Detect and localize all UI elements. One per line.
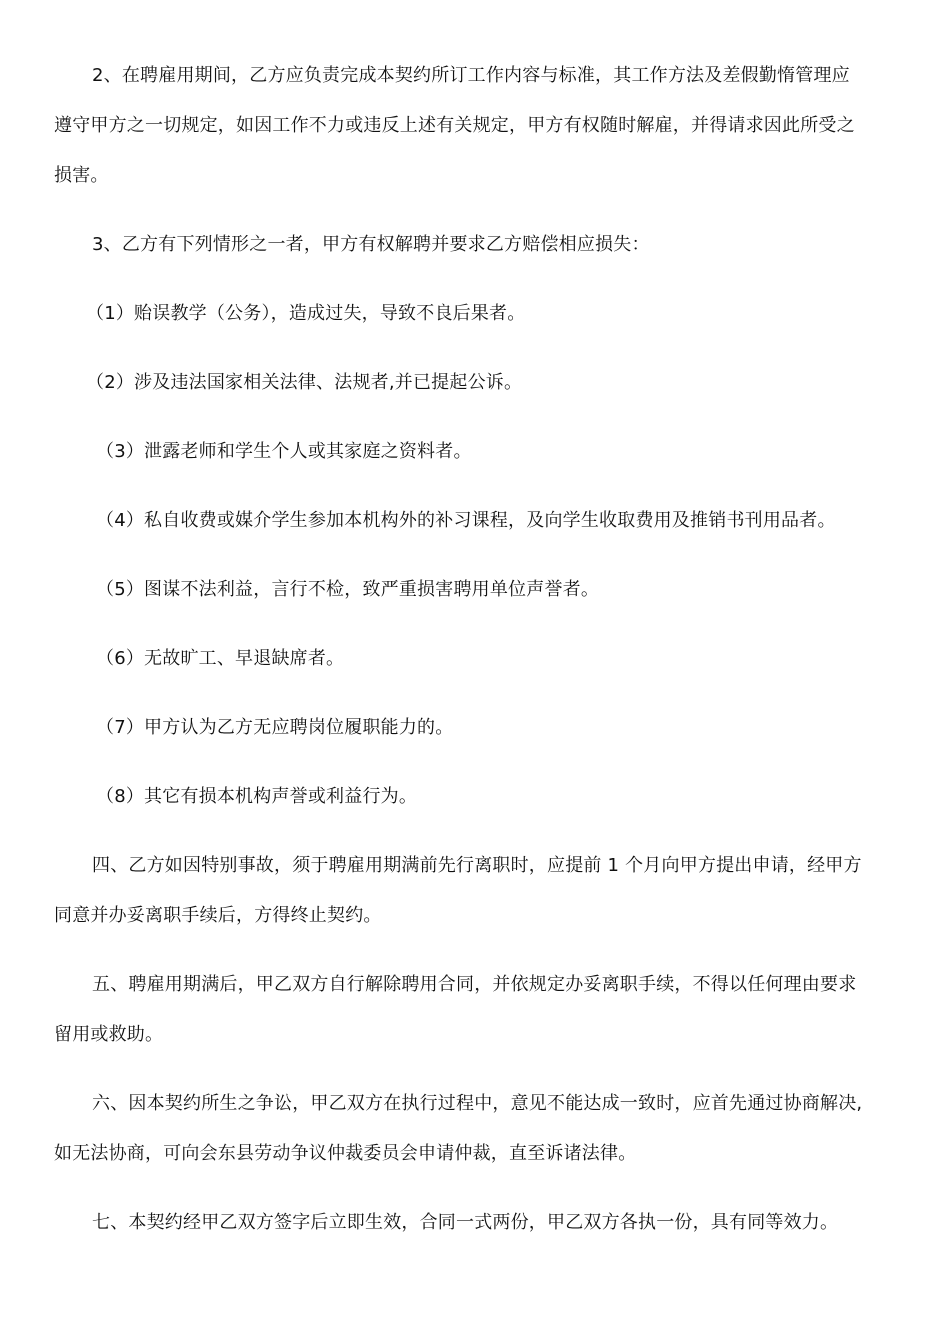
section-5-line-1: 五、聘雇用期满后，甲乙双方自行解除聘用合同，并依规定办妥离职手续，不得以任何理由要求	[92, 974, 857, 995]
clause-3-item-4: （4）私自收费或媒介学生参加本机构外的补习课程，及向学生收取费用及推销书刊用品者。	[96, 510, 836, 531]
clause-3-item-5: （5）图谋不法利益，言行不检，致严重损害聘用单位声誉者。	[96, 579, 600, 600]
clause-3-intro: 3、乙方有下列情形之一者，甲方有权解聘并要求乙方赔偿相应损失：	[92, 234, 650, 255]
section-4-line-1: 四、乙方如因特别事故，须于聘雇用期满前先行离职时，应提前 1 个月向甲方提出申请，经甲方	[92, 855, 862, 876]
section-7-line-1: 七、本契约经甲乙双方签字后立即生效，合同一式两份，甲乙双方各执一份，具有同等效力。	[92, 1212, 839, 1233]
clause-3-item-7: （7）甲方认为乙方无应聘岗位履职能力的。	[96, 717, 454, 738]
section-6-line-1: 六、因本契约所生之争讼，甲乙双方在执行过程中，意见不能达成一致时，应首先通过协商解决,	[92, 1093, 863, 1114]
clause-2-line-3: 损害。	[54, 165, 109, 186]
clause-3-item-6: （6）无故旷工、早退缺席者。	[96, 648, 345, 669]
clause-3-item-3: （3）泄露老师和学生个人或其家庭之资料者。	[96, 441, 472, 462]
section-6-line-2: 如无法协商，可向会东县劳动争议仲裁委员会申请仲裁，直至诉诸法律。	[54, 1143, 637, 1164]
clause-3-item-2: （2）涉及违法国家相关法律、法规者,并已提起公诉。	[86, 372, 523, 393]
clause-3-item-8: （8）其它有损本机构声誉或利益行为。	[96, 786, 418, 807]
section-4-line-2: 同意并办妥离职手续后，方得终止契约。	[54, 905, 382, 926]
clause-2-line-2: 遵守甲方之一切规定，如因工作不力或违反上述有关规定，甲方有权随时解雇，并得请求因此所受之	[54, 115, 855, 136]
clause-3-item-1: （1）贻误教学（公务），造成过失，导致不良后果者。	[86, 303, 526, 324]
section-5-line-2: 留用或救助。	[54, 1024, 164, 1045]
clause-2-line-1: 2、在聘雇用期间，乙方应负责完成本契约所订工作内容与标准，其工作方法及差假勤惰管理应	[92, 65, 850, 86]
